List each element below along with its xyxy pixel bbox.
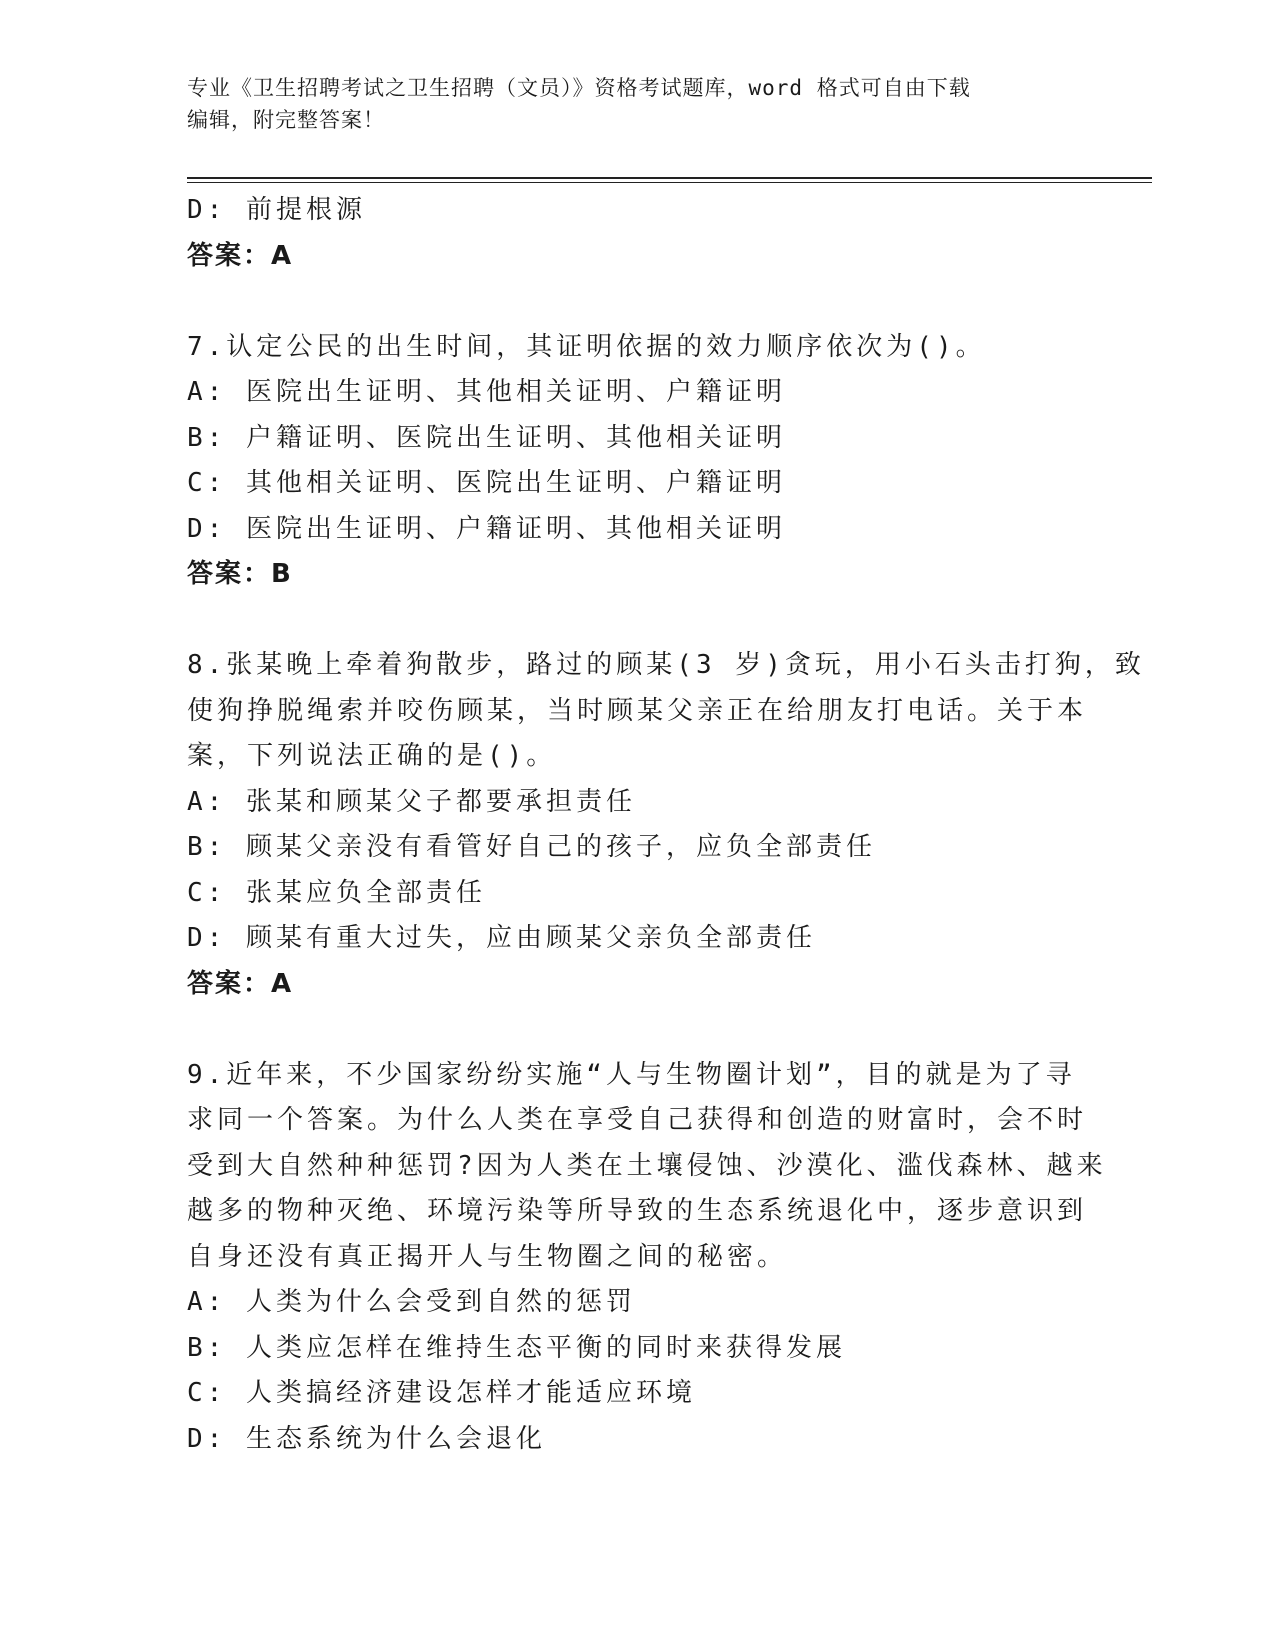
option-d: D: 前提根源 (187, 195, 366, 225)
spacer (187, 279, 1087, 325)
option-c: C: 人类搞经济建设怎样才能适应环境 (187, 1378, 696, 1408)
document-header (187, 72, 1087, 136)
header-line-2: 编辑，附完整答案！ (187, 108, 385, 132)
question-8 (187, 643, 1145, 1007)
header-line-1: 专业《卫生招聘考试之卫生招聘（文员）》资格考试题库，word 格式可自由下载 (187, 76, 971, 100)
option-d: D: 医院出生证明、户籍证明、其他相关证明 (187, 513, 786, 544)
question-stem-line: 受到大自然种种惩罚?因为人类在土壤侵蚀、沙漠化、滥伐森林、越来 (187, 1150, 1107, 1181)
answer: 答案：A (187, 968, 294, 999)
option-b: B: 户籍证明、医院出生证明、其他相关证明 (187, 422, 786, 453)
question-stem-line: 使狗挣脱绳索并咬伤顾某，当时顾某父亲正在给朋友打电话。关于本 (187, 695, 1088, 726)
option-c: C: 其他相关证明、医院出生证明、户籍证明 (187, 468, 786, 498)
document-body (187, 188, 1145, 1462)
question-9 (187, 1053, 1107, 1463)
option-c: C: 张某应负全部责任 (187, 877, 486, 908)
question-stem-line: 案，下列说法正确的是()。 (187, 741, 557, 771)
option-b: B: 人类应怎样在维持生态平衡的同时来获得发展 (187, 1332, 846, 1363)
option-d: D: 顾某有重大过失，应由顾某父亲负全部责任 (187, 923, 816, 953)
header-divider-thick (187, 177, 1152, 179)
question-stem-line: 8.张某晚上牵着狗散步，路过的顾某(3 岁)贪玩，用小石头击打狗，致 (187, 650, 1145, 680)
spacer (187, 1007, 1087, 1053)
question-stem-line: 求同一个答案。为什么人类在享受自己获得和创造的财富时，会不时 (187, 1105, 1088, 1135)
question-stem-line: 越多的物种灭绝、环境污染等所导致的生态系统退化中，逐步意识到 (187, 1196, 1088, 1226)
question-stem: 7.认定公民的出生时间，其证明依据的效力顺序依次为()。 (187, 331, 986, 362)
question-stem-line: 9.近年来，不少国家纷纷实施“人与生物圈计划”，目的就是为了寻 (187, 1059, 1076, 1090)
option-b: B: 顾某父亲没有看管好自己的孩子，应负全部责任 (187, 832, 876, 862)
option-a: A: 医院出生证明、其他相关证明、户籍证明 (187, 377, 786, 407)
option-d: D: 生态系统为什么会退化 (187, 1423, 546, 1454)
question-7 (187, 325, 1087, 598)
question-stem-line: 自身还没有真正揭开人与生物圈之间的秘密。 (187, 1241, 788, 1272)
answer: 答案：B (187, 559, 293, 589)
option-a: A: 张某和顾某父子都要承担责任 (187, 786, 636, 817)
spacer (187, 598, 1087, 644)
option-a: A: 人类为什么会受到自然的惩罚 (187, 1287, 636, 1317)
header-divider-thin (187, 182, 1152, 183)
answer: 答案：A (187, 240, 294, 271)
